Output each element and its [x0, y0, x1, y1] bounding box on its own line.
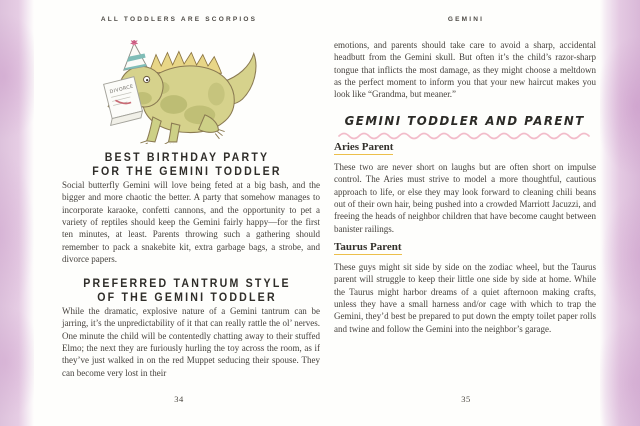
iguana-party-illustration [96, 40, 268, 144]
subheading-taurus-parent: Taurus Parent [334, 241, 402, 253]
iguana-front-leg [147, 117, 162, 142]
running-head-left: ALL TODDLERS ARE SCORPIOS [100, 16, 258, 23]
section-heading-gemini-toddler-and-parent: GEMINI TODDLER AND PARENT [344, 113, 586, 128]
right-page [330, 0, 602, 426]
page-number-left: 34 [174, 394, 184, 404]
heading-tantrum-style: PREFERRED TANTRUM STYLE OF THE GEMINI TODDLER [83, 278, 291, 305]
paragraph-tantrum-style: While the dramatic, explosive nature of a Gemini tantrum can be jarring, it’s the unpredictability of it that can really rattle the ol’ nerves. One minute the child will be contentedly chatting away to their stuffed Elmo; the next they are furiously hurling the toy across the room, as if they’ve just walked in on the red Muppet seducing their spouse. They can become very lost in their [62, 306, 320, 378]
left-page [34, 0, 324, 426]
pink-backdrop-left-edge [0, 0, 34, 426]
pink-backdrop-right-edge [600, 0, 640, 426]
subheading-aries-parent: Aries Parent [334, 141, 394, 153]
party-hat-icon [124, 40, 147, 70]
heading-best-birthday-party: BEST BIRTHDAY PARTY FOR THE GEMINI TODDLER [92, 152, 282, 179]
running-head-right: GEMINI [447, 16, 485, 23]
paragraph-birthday-party: Social butterfly Gemini will love being feted at a big bash, and the bigger and more chaotic the better. A party that somehow manages to incorporate karaoke, confetti cannons, and the opportunity to pet a variety of reptiles should keep the Gemini fairly happy—for the first ten minutes, at least. Parents throwing such a gathering should remember to pack a snakebite kit, extra garbage bags, a strobe, and divorce papers. [62, 180, 320, 265]
section-heading-wrap [330, 112, 600, 140]
page-number-right: 35 [461, 394, 471, 404]
wavy-underline-decoration [337, 131, 593, 140]
paragraph-taurus-parent: These guys might sit side by side on the zodiac wheel, but the Taurus parent will struggle to keep their little one side by side at home. While the Taurus might harbor dreams of a quiet afternoon making crafts, unless they have a small harness and/or cage with which to trap the Gemini, they’d best be prepared to put down the empty toilet paper rolls and twine and follow the Gemini into the neighbor’s garage. [334, 262, 596, 334]
divorce-paper-label: DIVORCE [109, 84, 135, 96]
paragraph-continuation: emotions, and parents should take care to avoid a sharp, accidental headbutt from the Gemini skull. But often it’s the child’s razor-sharp tongue that inflicts the most damage, as they might choose a meltdown as the perfect moment to inform you that your new haircut makes you look like “Grandma, but meaner.” [334, 40, 596, 100]
paragraph-aries-parent: These two are never short on laughs but are often short on impulse control. The Aries must strive to model a more thoughtful, cautious approach to life, or else they may look forward to cleaning chili beans out of their own hair, being pushed into a crowded Marriott Jacuzzi, and freeing the heads of neighbor children that have become caught between banister railings. [334, 162, 596, 234]
